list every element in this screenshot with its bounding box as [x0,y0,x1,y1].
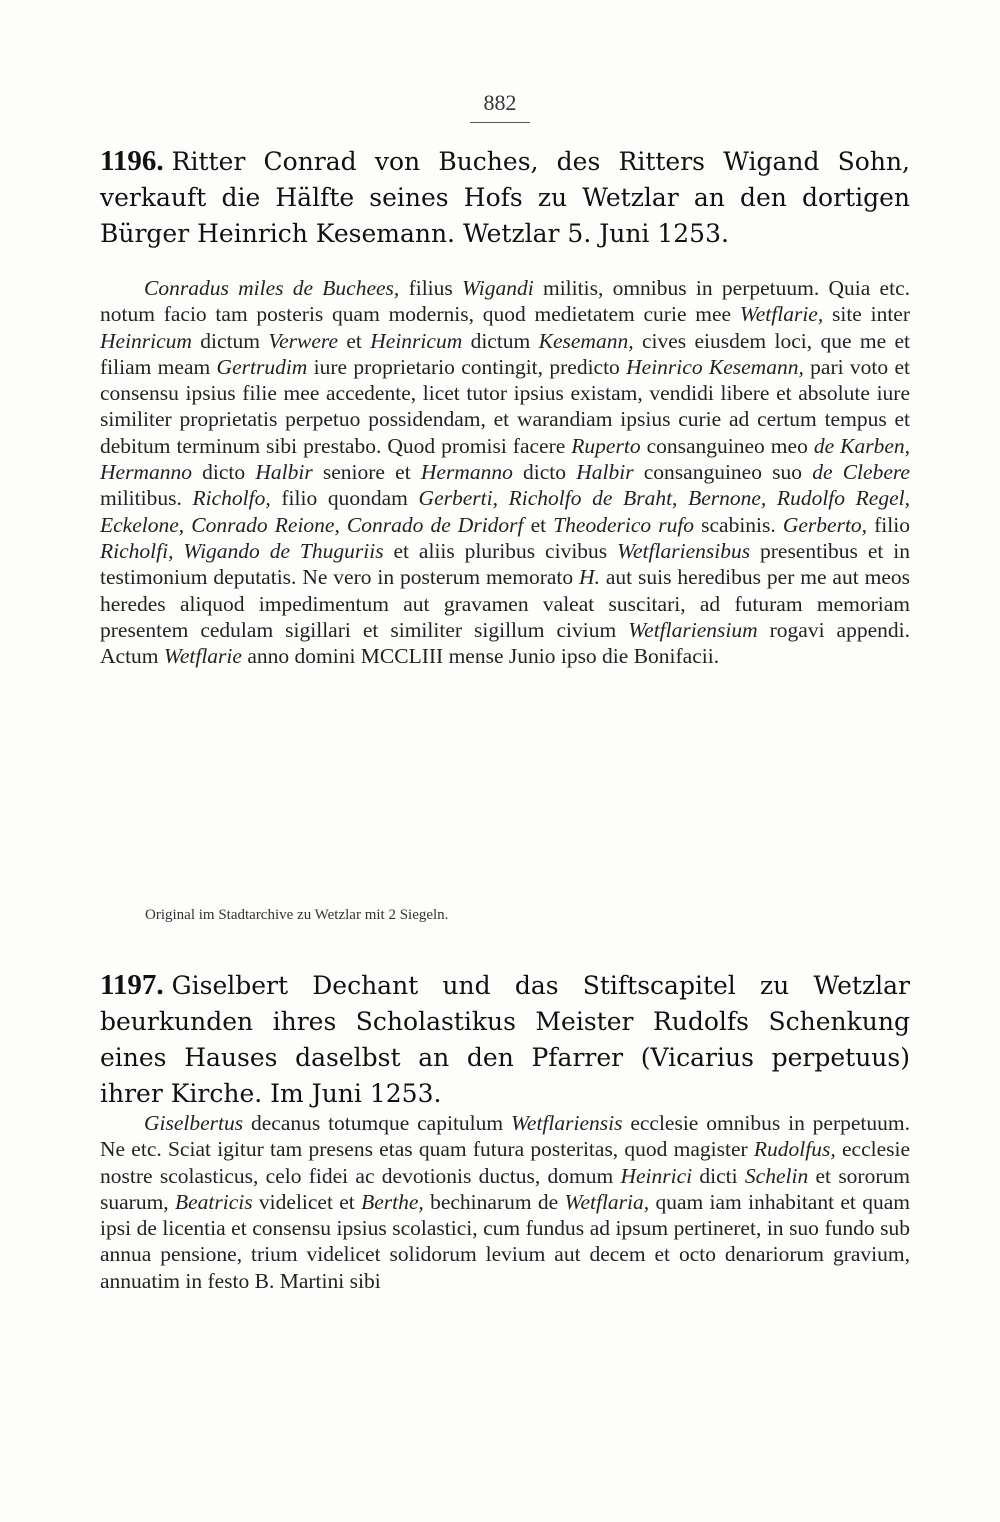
text-run: rogavi appendi. Actum [100,617,910,669]
text-run: et [523,512,554,537]
text-run: dictum [462,328,539,353]
text-run: aut suis heredibus per me aut meos heredes aliquod impedimentum aut gravamen valeat suscitari, ad futuram memoriam presentem cedulam sigillari et similiter sigillum civium [100,565,910,642]
text-run: scabinis. [694,512,783,537]
italic-name-run: Wetflariensibus [617,538,751,563]
text-run: consanguineo suo [633,460,813,485]
italic-name-run: H. [579,565,600,590]
italic-name-run: Richolfo, [192,486,271,511]
text-run: dicto [191,460,256,485]
italic-name-run: Wetflarie, [739,302,824,327]
entry-heading-text: Giselbert Dechant und das Stiftscapitel zu Wetzlar beurkunden ihres Scholastikus Meister Rudolfs Schenkung eines Hauses daselbst an den Pfarrer (Vicarius perpetuus) ihrer Kirche. Im Juni 1253. [100,971,910,1108]
entry-heading [100,143,910,252]
text-run: filius [399,276,463,300]
text-run: anno domini MCCLIII mense Junio ipso die Bonifacii. [241,644,720,669]
italic-name-run: Halbir [576,460,634,485]
italic-name-run: Berthe, [361,1189,424,1214]
entry-heading [100,967,910,1112]
italic-name-run: Hermanno [420,460,513,485]
entry-body-text [100,1110,910,1294]
italic-name-run: Heinrici [620,1163,693,1188]
text-run: videlicet et [252,1189,362,1214]
italic-name-run: Gerberti, Richolfo de Braht, Bernone, Rudolfo Regel, Eckelone, Conrado Reione, Conrado de Dridorf [100,486,910,537]
text-run: decanus totumque capitulum [243,1111,511,1135]
italic-name-run: Theoderico rufo [553,512,695,537]
entry-number: 1196. [100,145,164,177]
entry-1196 [100,143,910,252]
text-run: bechinarum de [423,1189,565,1214]
page-number: 882 [483,90,517,115]
italic-name-run: Giselbertus [144,1111,244,1135]
italic-name-run: de Karben, Hermanno [100,433,910,485]
entry-1196-body [100,275,910,669]
text-run: filio [867,512,910,537]
text-run: militis, omnibus in perpetuum. Quia etc. notum facio tam posteris quam modernis, quod medietatem curie mee [100,276,910,327]
italic-name-run: Rudolfus, [753,1137,836,1162]
italic-name-run: Beatricis [174,1189,253,1214]
italic-name-run: Wetflariensium [628,617,758,642]
text-run: consanguineo meo [640,433,814,458]
entry-1196-source-note-block [145,905,955,925]
italic-name-run: Wetflariensis [510,1111,623,1135]
italic-name-run: Gertrudim [216,354,308,379]
text-run: dictum [191,328,269,353]
italic-name-run: Conradus miles de Buchees, [144,276,400,300]
page-number-rule [470,122,530,123]
italic-name-run: Heinricum [100,328,192,353]
italic-name-run: Richolfi, Wigando de Thuguriis [100,538,384,563]
italic-name-run: Verwere [268,328,339,353]
text-run: et aliis pluribus civibus [383,538,618,563]
italic-name-run: Heinrico Kesemann, [626,354,804,379]
text-run: presentibus et in testimonium deputatis. Ne vero in posterum memorato [100,538,910,590]
text-run: dicti [692,1163,745,1188]
text-run: site inter [823,302,910,327]
text-run: et [338,328,371,353]
text-run: filio quondam [270,486,419,511]
text-run: pari voto et consensu ipsius filie mee accedente, licet tutor ipsius existam, vendidi libere et absolute iure similiter proprietatis perpetuo possidendam, et warandiam ipsius curie ad certum tempus et debitum terminum sibi prestabo. Quod promisi facere [100,354,910,458]
entry-heading-text: Ritter Conrad von Buches, des Ritters Wigand Sohn, verkauft die Hälfte seines Hofs zu Wetzlar an den dortigen Bürger Heinrich Kesemann. Wetzlar 5. Juni 1253. [100,147,910,248]
italic-name-run: Halbir [255,460,313,485]
text-run: et sororum suarum, [100,1163,910,1214]
italic-name-run: Schelin [744,1163,809,1188]
entry-1197 [100,967,910,1112]
italic-name-run: de Clebere [812,460,910,485]
italic-name-run: Gerberto, [782,512,868,537]
entry-number: 1197. [100,969,164,1001]
italic-name-run: Wigandi [462,276,534,300]
entry-1197-body [100,1110,910,1294]
italic-name-run: Ruperto [571,433,641,458]
text-run: dicto [512,460,577,485]
italic-name-run: Wetflarie [163,644,242,669]
text-run: iure proprietario contingit, predicto [307,354,627,379]
source-note: Original im Stadtarchive zu Wetzlar mit 2 Siegeln. [145,907,449,923]
text-run: ecclesie nostre scolasticus, celo fidei ac devotionis ductus, domum [100,1137,911,1188]
entry-body-text [100,275,910,669]
italic-name-run: Heinricum [370,328,463,353]
italic-name-run: Wetflaria, [564,1189,650,1214]
text-run: seniore et [312,460,421,485]
text-run: quam iam inhabitant et quam ipsi de licentia et consensu ipsius scolastici, cum fundus ad ipsum pertineret, in suo fundo sub annua pensione, trium videlicet solidorum levium aut decem et octo denariorum gravium, annuatim in festo B. Martini sibi [100,1189,910,1293]
italic-name-run: Kesemann, [538,328,634,353]
text-run: ecclesie omnibus in perpetuum. Ne etc. Sciat igitur tam presens etas quam futura posteritas, quod magister [100,1111,910,1162]
text-run: cives eiusdem loci, que me et filiam meam [100,328,910,379]
text-run: militibus. [100,486,193,511]
